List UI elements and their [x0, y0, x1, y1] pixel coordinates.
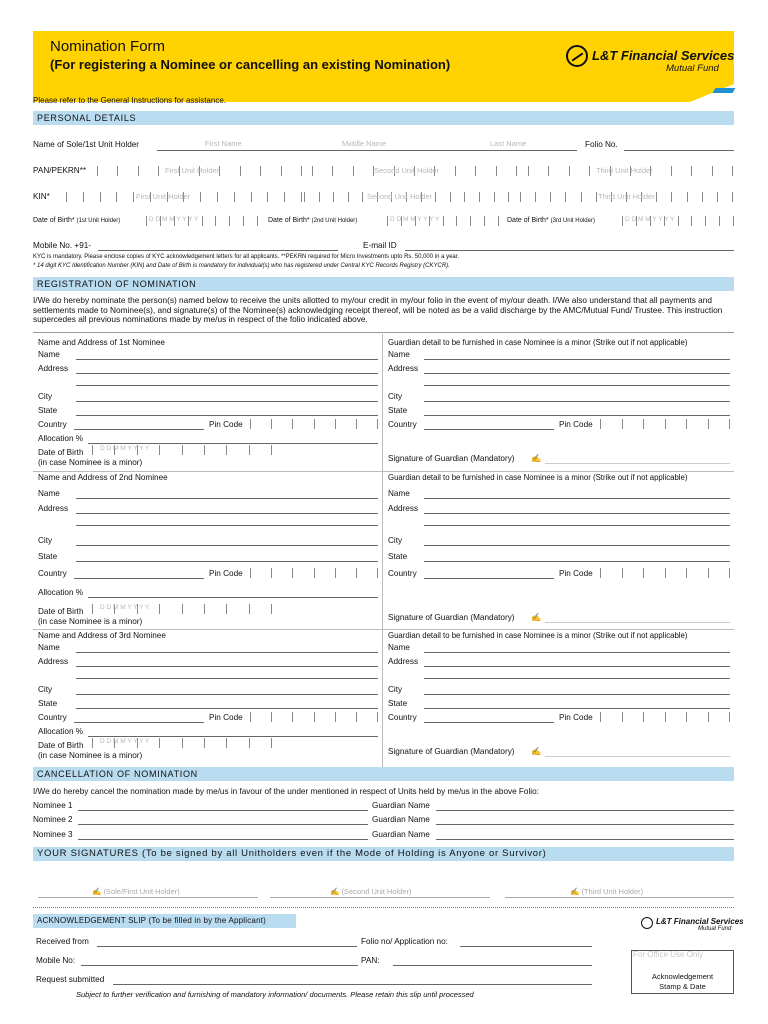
nominee-1-pin-label: Pin Code [209, 420, 243, 429]
first-name-hint: First Name [205, 139, 242, 148]
guardian-3-address-field[interactable] [424, 666, 730, 667]
nominee-3-allocation-label: Allocation % [38, 727, 84, 736]
lt-logo-small-icon [641, 917, 653, 929]
signature-first-caption: ✍ (Sole/First Unit Holder) [92, 887, 180, 896]
nominee-divider [33, 471, 734, 472]
email-label: E-mail ID [363, 241, 397, 250]
kin-first-holder-hint: First Unit Holder [136, 192, 191, 201]
guardian-1-country-field[interactable] [424, 429, 554, 430]
mobile-label: Mobile No. +91- [33, 241, 92, 250]
kin-label: KIN* [33, 192, 50, 201]
dob3-label: Date of Birth* (3rd Unit Holder) [507, 217, 595, 224]
guardian-1-city-field[interactable] [424, 401, 730, 402]
guardian-3-country-field[interactable] [424, 722, 554, 723]
guardian-3-title: Guardian detail to be furnished in case Nominee is a minor (Strike out if not applicable) [388, 631, 688, 640]
guardian-1-signature-field[interactable] [545, 463, 730, 464]
signature-third-line[interactable] [505, 897, 734, 898]
ack-brand-sub: Mutual Fund [698, 926, 732, 932]
guardian-3-pin-label: Pin Code [559, 713, 593, 722]
nominee-2-state-label: State [38, 552, 58, 561]
cancel-guardian-2-field[interactable] [436, 824, 734, 825]
nominee-3-pin-boxes[interactable] [250, 712, 378, 722]
nominee-3-dob-hint: D D M M Y Y Y Y [100, 738, 150, 745]
nominee-3-country-label: Country [38, 713, 67, 722]
cut-line [33, 907, 734, 908]
dob3-hint: D D M M Y Y Y Y [625, 216, 675, 223]
nominee-2-country-field[interactable] [74, 578, 204, 579]
nominee-1-address-field[interactable] [76, 373, 378, 374]
guardian-3-address-line-2[interactable] [424, 678, 730, 679]
guardian-2-address-line-2[interactable] [424, 525, 730, 526]
nominee-3-dob-note: (in case Nominee is a minor) [38, 751, 143, 760]
nominee-3-city-label: City [38, 685, 53, 694]
nominee-3-allocation-field[interactable] [88, 736, 378, 737]
nominee-2-dob-hint: D D M M Y Y Y Y [100, 604, 150, 611]
nominee-3-dob-label: Date of Birth [38, 741, 84, 750]
pan-first-holder-hint: First Unit Holder [165, 166, 220, 175]
folio-label: Folio No. [585, 140, 618, 149]
ack-stamp-label-2: Stamp & Date [659, 982, 706, 991]
nominee-1-address-label: Address [38, 364, 69, 373]
nominee-2-name-field[interactable] [76, 498, 378, 499]
signature-second-line[interactable] [270, 897, 490, 898]
signature-first-line[interactable] [38, 897, 258, 898]
guardian-1-state-field[interactable] [424, 415, 730, 416]
guardian-3-country-label: Country [388, 713, 417, 722]
nominee-1-title: Name and Address of 1st Nominee [38, 338, 165, 347]
cancel-nominee-1-field[interactable] [78, 810, 368, 811]
section-cancellation: CANCELLATION OF NOMINATION [33, 767, 734, 781]
nominee-2-pin-boxes[interactable] [250, 568, 378, 578]
nominee-2-address-field[interactable] [76, 513, 378, 514]
pen-icon: ✍ [570, 887, 582, 896]
nominee-1-country-label: Country [38, 420, 67, 429]
nominee-2-dob-note: (in case Nominee is a minor) [38, 617, 143, 626]
cancel-guardian-1-label: Guardian Name [372, 801, 430, 810]
nominee-1-allocation-field[interactable] [88, 443, 378, 444]
ack-received-from-label: Received from [36, 937, 89, 946]
ack-brand-name: L&T Financial Services [656, 917, 744, 926]
cancel-guardian-2-label: Guardian Name [372, 815, 430, 824]
nominee-3-state-field[interactable] [76, 708, 378, 709]
unit-holder-name-label: Name of Sole/1st Unit Holder [33, 140, 140, 149]
guardian-3-city-field[interactable] [424, 694, 730, 695]
nominee-2-state-field[interactable] [76, 561, 378, 562]
guardian-1-pin-boxes[interactable] [600, 419, 730, 429]
dob1-hint: D D M M Y Y Y Y [149, 216, 199, 223]
nominee-2-title: Name and Address of 2nd Nominee [38, 473, 168, 482]
guardian-2-pen-icon: ✍ [531, 613, 542, 622]
guardian-2-signature-label: Signature of Guardian (Mandatory) [388, 613, 515, 622]
pan-label: PAN/PEKRN** [33, 166, 87, 175]
nominee-3-country-field[interactable] [74, 722, 204, 723]
guardian-2-title: Guardian detail to be furnished in case Nominee is a minor (Strike out if not applicable) [388, 473, 688, 482]
nominee-divider [33, 629, 734, 630]
form-subtitle: (For registering a Nominee or cancelling an existing Nomination) [50, 57, 451, 72]
ack-request-field[interactable] [113, 984, 592, 985]
section-signatures: YOUR SIGNATURES (To be signed by all Unitholders even if the Mode of Holding is Anyone or Survivor) [33, 847, 734, 861]
guardian-2-city-field[interactable] [424, 545, 730, 546]
nominee-2-pin-label: Pin Code [209, 569, 243, 578]
nominee-3-city-field[interactable] [76, 694, 378, 695]
section-registration: REGISTRATION OF NOMINATION [33, 277, 734, 291]
guardian-2-state-label: State [388, 552, 408, 561]
nominee-3-state-label: State [38, 699, 58, 708]
nominee-2-name-label: Name [38, 489, 60, 498]
nominee-1-state-field[interactable] [76, 415, 378, 416]
guardian-3-signature-field[interactable] [545, 756, 730, 757]
kin-note: * 14 digit KYC Identification Number (KIN) and Date of Birth is mandatory for individual(s) who has registered under Central KYC Records Registry (CKYCR). [33, 263, 450, 269]
guardian-1-name-label: Name [388, 350, 410, 359]
nominee-2-city-field[interactable] [76, 545, 378, 546]
last-name-hint: Last Name [490, 139, 527, 148]
guardian-1-address-label: Address [388, 364, 419, 373]
guardian-1-address-line-2[interactable] [424, 385, 730, 386]
nominee-2-address-label: Address [38, 504, 69, 513]
nominee-2-allocation-label: Allocation % [38, 588, 84, 597]
nominee-2-city-label: City [38, 536, 53, 545]
cancel-guardian-3-field[interactable] [436, 839, 734, 840]
nominee-2-dob-label: Date of Birth [38, 607, 84, 616]
nominee-1-name-field[interactable] [76, 359, 378, 360]
guardian-2-pin-label: Pin Code [559, 569, 593, 578]
nominee-3-name-field[interactable] [76, 652, 378, 653]
cancel-nominee-1-label: Nominee 1 [33, 801, 73, 810]
guardian-3-city-label: City [388, 685, 403, 694]
guardian-2-address-field[interactable] [424, 513, 730, 514]
cancel-guardian-3-label: Guardian Name [372, 830, 430, 839]
mobile-field[interactable] [98, 250, 338, 251]
brand-subtitle: Mutual Fund [666, 63, 719, 74]
kin-third-holder-hint: Third Unit Holder [598, 192, 655, 201]
nominee-guardian-divider [382, 334, 383, 768]
middle-name-hint: Middle Name [342, 139, 387, 148]
folio-field[interactable] [624, 150, 734, 151]
nominee-1-address-line-2[interactable] [76, 385, 378, 386]
guardian-3-state-field[interactable] [424, 708, 730, 709]
dob2-label: Date of Birth* (2nd Unit Holder) [268, 217, 358, 224]
kyc-note: KYC is mandatory. Please enclose copies of KYC acknowledgement letters for all applicants. **PEKRN required for Micro Investments upto Rs. 50,000 in a year. [33, 254, 460, 260]
ack-folio-field[interactable] [460, 946, 592, 947]
guardian-1-city-label: City [388, 392, 403, 401]
guardian-2-signature-field[interactable] [545, 622, 730, 623]
guardian-3-signature-label: Signature of Guardian (Mandatory) [388, 747, 515, 756]
nominee-3-address-label: Address [38, 657, 69, 666]
guardian-2-name-label: Name [388, 489, 410, 498]
brand-name: L&T Financial Services [592, 48, 735, 63]
cancel-nominee-3-label: Nominee 3 [33, 830, 73, 839]
section-personal-details: PERSONAL DETAILS [33, 111, 734, 125]
ack-mobile-field[interactable] [81, 965, 358, 966]
nominee-1-pin-boxes[interactable] [250, 419, 378, 429]
nominee-1-dob-note: (in case Nominee is a minor) [38, 458, 143, 467]
pen-icon: ✍ [330, 887, 342, 896]
guardian-3-name-field[interactable] [424, 652, 730, 653]
cancel-nominee-3-field[interactable] [78, 839, 368, 840]
ack-received-from-field[interactable] [97, 946, 357, 947]
nominee-2-address-line-2[interactable] [76, 525, 378, 526]
guardian-1-signature-label: Signature of Guardian (Mandatory) [388, 454, 515, 463]
guardian-2-country-field[interactable] [424, 578, 554, 579]
pan-second-holder-hint: Second Unit Holder [374, 166, 440, 175]
pen-icon: ✍ [92, 887, 104, 896]
nominee-1-country-field[interactable] [74, 429, 204, 430]
nominee-1-allocation-label: Allocation % [38, 434, 84, 443]
guardian-3-state-label: State [388, 699, 408, 708]
guardian-2-address-label: Address [388, 504, 419, 513]
nominee-1-dob-label: Date of Birth [38, 448, 84, 457]
nominee-1-city-label: City [38, 392, 53, 401]
nominee-1-name-label: Name [38, 350, 60, 359]
nominee-1-state-label: State [38, 406, 58, 415]
ack-request-label: Request submitted [36, 975, 105, 984]
header-accent-stripe [713, 88, 736, 93]
nominee-3-pin-label: Pin Code [209, 713, 243, 722]
guardian-1-title: Guardian detail to be furnished in case Nominee is a minor (Strike out if not applicable) [388, 338, 688, 347]
ack-pan-label: PAN: [361, 956, 380, 965]
registration-paragraph: I/We do hereby nominate the person(s) named below to receive the units allotted to my/our credit in my/our folio in the event of my/our death. I/We also understand that all payments and settlements made to Nominee(s), and signature(s) of the Nominee(s) acknowledging receipt thereof, will be noted as be a valid discharge by the AMC/Mutual Fund/ Trustee. This instruction supercedes all previous nominations made by me/us in respect of the folio indicated above. [33, 295, 723, 324]
ack-stamp-label-1: Acknowledgement [651, 972, 714, 981]
email-field[interactable] [405, 250, 734, 251]
ack-slip-title: ACKNOWLEDGEMENT SLIP (To be filled in by the Applicant) [33, 914, 296, 928]
lt-logo-icon [566, 45, 588, 67]
guardian-1-pin-label: Pin Code [559, 420, 593, 429]
nominee-1-dob-hint: D D M M Y Y Y Y [100, 445, 150, 452]
office-use-label: For Office Use Only [633, 950, 704, 959]
nominee-1-city-field[interactable] [76, 401, 378, 402]
cancellation-paragraph: I/We do hereby cancel the nomination made by me/us in favour of the under mentioned in respect of Units held by me/us in the above Folio: [33, 787, 539, 796]
form-title: Nomination Form [50, 38, 166, 55]
guardian-1-state-label: State [388, 406, 408, 415]
ack-mobile-label: Mobile No: [36, 956, 76, 965]
guardian-2-pin-boxes[interactable] [600, 568, 730, 578]
dob2-hint: D D M M Y Y Y Y [390, 216, 440, 223]
guardian-1-country-label: Country [388, 420, 417, 429]
kin-second-holder-hint: Second Unit Holder [367, 192, 433, 201]
signature-second-caption: ✍ (Second Unit Holder) [330, 887, 412, 896]
guardian-2-city-label: City [388, 536, 403, 545]
ack-folio-label: Folio no/ Application no: [361, 937, 448, 946]
intro-text: Please refer to the General Instructions for assistance. [33, 96, 226, 105]
nominee-3-address-line-2[interactable] [76, 678, 378, 679]
registration-divider [33, 332, 734, 333]
guardian-3-pen-icon: ✍ [531, 747, 542, 756]
nominee-3-title: Name and Address of 3rd Nominee [38, 631, 166, 640]
cancel-guardian-1-field[interactable] [436, 810, 734, 811]
guardian-3-address-label: Address [388, 657, 419, 666]
nominee-3-name-label: Name [38, 643, 60, 652]
guardian-2-name-field[interactable] [424, 498, 730, 499]
guardian-1-name-field[interactable] [424, 359, 730, 360]
guardian-2-country-label: Country [388, 569, 417, 578]
guardian-2-state-field[interactable] [424, 561, 730, 562]
cancel-nominee-2-field[interactable] [78, 824, 368, 825]
pan-third-holder-hint: Third Unit Holder [596, 166, 653, 175]
cancel-nominee-2-label: Nominee 2 [33, 815, 73, 824]
signature-third-caption: ✍ (Third Unit Holder) [570, 887, 644, 896]
guardian-1-address-field[interactable] [424, 373, 730, 374]
dob1-label: Date of Birth* (1st Unit Holder) [33, 217, 121, 224]
guardian-3-pin-boxes[interactable] [600, 712, 730, 722]
nominee-3-address-field[interactable] [76, 666, 378, 667]
guardian-1-pen-icon: ✍ [531, 454, 542, 463]
unit-holder-name-field[interactable] [157, 150, 577, 151]
nominee-2-allocation-field[interactable] [88, 597, 378, 598]
header-notch [690, 84, 734, 102]
ack-pan-field[interactable] [393, 965, 592, 966]
guardian-3-name-label: Name [388, 643, 410, 652]
ack-footer-note: Subject to further verification and furnishing of mandatory information/ documents. Please retain this slip until processed [76, 990, 474, 999]
nominee-2-country-label: Country [38, 569, 67, 578]
